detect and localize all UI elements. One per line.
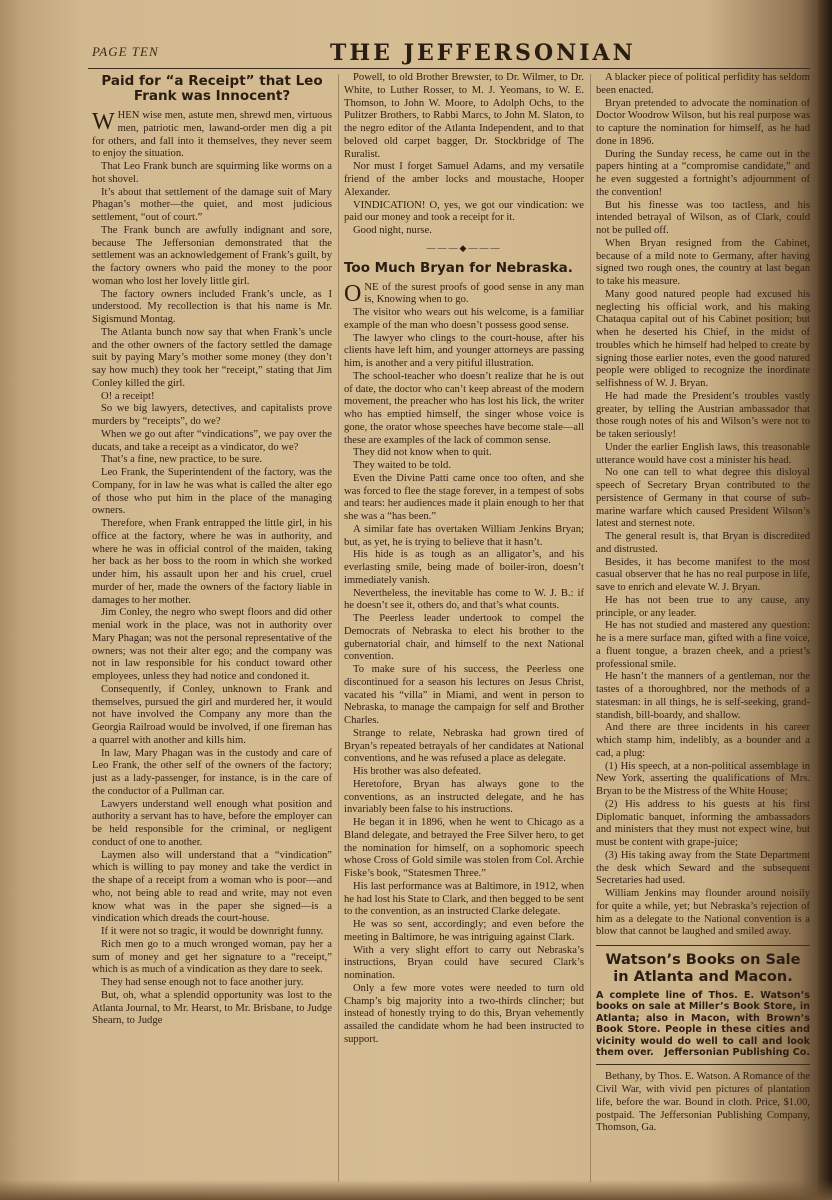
advert-rule: [596, 1064, 810, 1065]
column-3: [596, 72, 810, 1182]
paragraph: Bryan pretended to advocate the nomination of Doctor Woodrow Wilson, but his real purpose was to capture the nomination for himself, as he had done in 1896.: [596, 97, 810, 147]
advert-rule: [596, 945, 810, 946]
paragraph: During the Sunday recess, he came out in the papers hinting at a “compromise candidate,” and he even suggested a fortnight’s adjournment of the convention!: [596, 148, 810, 198]
column-divider: [338, 74, 339, 1182]
paragraph: A similar fate has overtaken William Jenkins Bryan; but, as yet, he is trying to believe that it hasn’t.: [344, 523, 584, 548]
paragraph: That’s a fine, new practice, to be sure.: [101, 454, 263, 466]
paragraph: VINDICATION! O, yes, we got our vindication: we paid our money and took a receipt for it.: [344, 199, 584, 224]
paragraph: The lawyer who clings to the court-house, after his clients have left him, and younger attorneys are passing him, is another and a very pitiful illustration.: [344, 332, 584, 369]
paragraph: With a very slight effort to carry out Nebraska’s instructions, Bryan could have secured Clark’s nomination.: [344, 944, 584, 981]
paragraph: Many good natured people had excused his neglecting his official work, and his making Chataqua capital out of his Cabinet position; but when he deserted his Chief, in the midst of troubles which he himself had helped to create by signing those earlier notes, even the good natured people were obliged to recognize the inordinate selfishness of W. J. Bryan.: [596, 288, 810, 389]
paragraph: He began it in 1896, when he went to Chicago as a Bland delegate, and betrayed the Free Silver hero, to get the nomination for himself, on a sophomoric speech whose Cross of Gold simile was stolen from Col. Archie Fiske’s book, “Statesmen Three.”: [344, 817, 584, 879]
paragraph: Under the earlier English laws, this treasonable utterance would have cost a minister his head.: [596, 441, 810, 466]
column-1: [92, 72, 332, 1182]
paragraph: The Atlanta bunch now say that when Frank’s uncle and the other owners of the factory settled the damage suit by paying Mary’s mother some money (they don’t say how much) they took her “receipt,” stating that Jim Conley killed the girl.: [92, 326, 332, 389]
masthead-title: THE JEFFERSONIAN: [330, 40, 636, 66]
paragraph: His brother was also defeated.: [353, 766, 481, 777]
paragraph: Besides, it has become manifest to the most casual observer that he has no real purpose in life, save to enrich and elevate W. J. Bryan.: [596, 556, 810, 593]
paragraph: No one can tell to what degree this disloyal speech of Secretary Bryan contributed to the persistence of Germany in that course of sub-marine warfare which caused President Wilson’s latest and sternest note.: [596, 467, 810, 530]
article-body-leo-frank: [92, 110, 332, 1028]
paragraph: But his finesse was too tactless, and his intended betrayal of Wilson, as of Clark, could not be pulled off.: [596, 199, 810, 236]
paragraph: To make sure of his success, the Peerless one discontinued for a season his lectures on Jesus Christ, vacated his “villa” in Miami, and went in person to Nebraska, to manage the campaign for self and Brother Charles.: [344, 664, 584, 726]
drop-cap: O: [344, 280, 362, 307]
advert-text: A complete line of Thos. E. Watson’s books on sale at Miller’s Book Store, in Atlanta; also in Macon, with Brown’s Book Store. People in these cities and vicinity would do well to call and look them over.: [596, 990, 810, 1059]
paragraph: The Peerless leader undertook to compel the Democrats of Nebraska to elect his brother to the gubernatorial chair, and himself to the next National convention.: [344, 613, 584, 663]
paragraph: The factory owners included Frank’s uncle, as I understood. My recollection is that his name is Mr. Sigismund Montag.: [92, 288, 332, 325]
drop-cap: W: [92, 109, 115, 135]
paragraph: Powell, to old Brother Brewster, to Dr. Wilmer, to Dr. White, to Luther Rosser, to M. J. Yeomans, to W. E. Thomson, to John W. Moore, to Adolph Ochs, to the Pulitzer Brothers, to Rabbi Marcs, to John M. Slaton, to the negro editor of the Atlanta Independent, and to that beloved old carpet bagger, Dr. Stockbridge of The Ruralist.: [344, 72, 584, 160]
paragraph: He has not studied and mastered any question: he is a mere surface man, gifted with a fine voice, a fluent tongue, a brazen cheek, and a priest’s professional smile.: [596, 620, 810, 670]
paragraph: Rich men go to a much wronged woman, pay her a sum of money and get her signature to a “receipt,” which is as much of a vindication as they dare to seek.: [92, 938, 332, 976]
paragraph: Strange to relate, Nebraska had grown tired of Bryan’s repeated betrayals of her candidates at National conventions, and he was refused a place as delegate.: [344, 727, 584, 765]
binding-spine: [818, 0, 832, 1200]
paragraph: The general result is, that Bryan is discredited and distrusted.: [596, 531, 810, 555]
article-headline-bryan: Too Much Bryan for Nebraska.: [344, 259, 573, 276]
paragraph: Heretofore, Bryan has always gone to the conventions, as an instructed delegate, and he has invariably been false to his instructions.: [344, 778, 584, 816]
paragraph: (3) His taking away from the State Department the desk which Seward and the subsequent Secretaries had used.: [596, 849, 810, 887]
paragraph: His hide is as tough as an alligator’s, and his everlasting smile, being made of boiler-iron, doesn’t immediately vanish.: [344, 549, 584, 586]
paragraph: When Bryan resigned from the Cabinet, because of a mild note to Germany, after having signed two rough ones, the country at last began to take his measure.: [596, 237, 810, 287]
paragraph: The Frank bunch are awfully indignant and sore, because The Jeffersonian demonstrated that the settlement was an acknowledgement of Frank’s guilt, by the factory owners who paid the money to the poor woman who lost her lovely little girl.: [92, 224, 332, 287]
paragraph: ONE of the surest proofs of good sense in any man is, Knowing when to go.: [344, 280, 584, 307]
paragraph: He has not been true to any cause, any principle, or any leader.: [596, 594, 810, 619]
paragraph: William Jenkins may flounder around noisily for quite a while, yet; but Nebraska’s rejection of him as a delegate to the National convention is a blow that cannot be laughed and smiled away.: [596, 888, 810, 938]
article-body-bryan: [344, 282, 584, 1047]
article-headline-leo-frank: Paid for “a Receipt” that Leo Frank was Innocent?: [101, 73, 323, 104]
paragraph: His last performance was at Baltimore, in 1912, when he had lost his State to Clark, and then begged to be sent to the convention, as an instructed Clarke delegate.: [344, 880, 584, 918]
paragraph: Even the Divine Patti came once too often, and she was forced to flee the stage forever, in a tempest of sobs and tears: her audiences made it plain enough to her that she was a “has been.”: [344, 472, 584, 522]
paragraph: Laymen also will understand that a “vindication” which is willing to pay money and take the verdict in the shape of a receipt from a woman who is poor—and who, not being able to read and write, may not even know what was in the paper she signed—is a vindication which dreads the court-house.: [92, 849, 332, 925]
paragraph: The visitor who wears out his welcome, is a familiar example of the man who doesn’t possess good sense.: [344, 307, 584, 331]
paragraph: He hasn’t the manners of a gentleman, nor the tastes of a thoroughbred, nor the methods of a statesman: in all things, he is self-seeking, grand-standish, bill-boardy, and shallow.: [596, 671, 810, 721]
paragraph: Lawyers understand well enough what position and authority a servant has to have, before the employer can be held responsible for the criminal, or negligent conduct of one to another.: [92, 798, 332, 848]
paragraph: Consequently, if Conley, unknown to Frank and themselves, pursued the girl and murdered her, it would not have involved the Company any more than the Georgia Railroad would be involved, if one fireman has a quarrel with another and kills him.: [92, 683, 332, 746]
paragraph: O! a receipt!: [101, 390, 155, 402]
paragraph: Leo Frank, the Superintendent of the factory, was the Company, for in law he was what is called the alter ego of those who put him in the place of the managing owners.: [92, 467, 332, 517]
paragraph: They waited to be told.: [353, 460, 451, 471]
advert-body: [596, 990, 810, 1058]
paragraph: The school-teacher who doesn’t realize that he is out of date, the doctor who can’t keep abreast of the modern movement, the preacher who has lost his lick, the writer who has emptied himself, the singer whose voice is gone, the orator whose speeches have become stale—all these are examples of the lack of common sense.: [344, 370, 584, 446]
paragraph: WHEN wise men, astute men, shrewd men, virtuous men, patriotic men, lawand-order men dig a pit for others, and fall into it themselves, they never seem to enjoy the situation.: [92, 109, 332, 160]
paragraph: Nevertheless, the inevitable has come to W. J. B.: if he doesn’t see it, others do, and that’s what counts.: [344, 587, 584, 612]
paragraph: So we big lawyers, detectives, and capitalists prove murders by “receipts”, do we?: [92, 403, 332, 427]
paragraph: That Leo Frank bunch are squirming like worms on a hot shovel.: [92, 161, 332, 185]
paragraph: Jim Conley, the negro who swept floors and did other menial work in the place, was not in authority over Mary Phagan; was not the personal representative of the owners; was not their alter ego; and the company was not in law responsible for his conduct toward other employees, unless they had notice and condoned it.: [92, 607, 332, 682]
column-divider: [590, 74, 591, 1182]
paragraph: Nor must I forget Samuel Adams, and my versatile friend of the amber locks and moustache, Hooper Alexander.: [344, 161, 584, 198]
paragraph: If it were not so tragic, it would be downright funny.: [101, 926, 324, 937]
page-number-label: PAGE TEN: [92, 44, 159, 59]
advert-headline: Watson’s Books on Sale in Atlanta and Macon.: [605, 952, 801, 985]
paragraph: A blacker piece of political perfidity has seldom been enacted.: [596, 72, 810, 96]
paragraph: In law, Mary Phagan was in the custody and care of Leo Frank, the other self of the owners of the factory; just as a lady-passenger, for instance, is in the care of the conductor of a Pullman car.: [92, 747, 332, 797]
paragraph: And there are three incidents in his career which stamp him, indelibly, as a bounder and a cad, a plug:: [596, 722, 810, 759]
page-edge-shadow: [0, 1180, 832, 1200]
paragraph: Good night, nurse.: [353, 225, 432, 236]
paragraph: They had sense enough not to face another jury.: [101, 977, 304, 988]
header-rule: [88, 68, 810, 69]
paragraph: (1) His speech, at a non-political assemblage in New York, asserting the qualifications of Mrs. Bryan to be the Mistress of the White House;: [596, 760, 810, 797]
paragraph: Only a few more votes were needed to turn old Champ’s big majority into a two-thirds clincher; but instead of honestly trying to do this, Bryan vehemently assailed the candidate whom he had been instructed to support.: [344, 982, 584, 1045]
section-separator: ———◆———: [426, 242, 502, 253]
paragraph: They did not know when to quit.: [353, 447, 492, 459]
paragraph: Therefore, when Frank entrapped the little girl, in his office at the factory, where he was in authority, and where he was in official control of the maiden, taking her back as her boss to the room in which she worked under him, his assault upon her and his cruel, cruel murder of her, made the owners of the factory liable in damages to her mother.: [92, 518, 332, 606]
advert-signature: Jeffersonian Publishing Co.: [664, 1047, 810, 1059]
article-continuation-bryan: [596, 72, 810, 939]
paragraph: He was so sent, accordingly; and even before the meeting in Baltimore, he was intriguing against Clark.: [344, 919, 584, 943]
paragraph: (2) His address to his guests at his first Diplomatic banquet, informing the ambassadors and ministers that they must not expect wine, but must be content with grape-juice;: [596, 798, 810, 848]
paragraph: It’s about that settlement of the damage suit of Mary Phagan’s mother—the quiet, and most judicious settlement, “out of court.”: [92, 186, 332, 223]
column-2: [344, 72, 584, 1182]
paragraph: He had made the President’s troubles vastly greater, by telling the Austrian ambassador that those rough notes of his and Wilson’s were not to be taken seriously!: [596, 390, 810, 440]
book-notice: Bethany, by Thos. E. Watson. A Romance of the Civil War, with vivid pen pictures of plantation life, before the war. Bound in cloth. Price, $1.00, postpaid. The Jeffersonian Publishing Company, Thomson, Ga.: [596, 1071, 810, 1134]
paragraph: When we go out after “vindications”, we pay over the ducats, and take a receipt as a vindicator, do we?: [92, 428, 332, 453]
paragraph: But, oh, what a splendid opportunity was lost to the Atlanta Journal, to Mr. Hearst, to Mr. Brisbane, to Judge Shearn, to Judge: [92, 989, 332, 1027]
article-continuation-leo-frank: [344, 72, 584, 238]
